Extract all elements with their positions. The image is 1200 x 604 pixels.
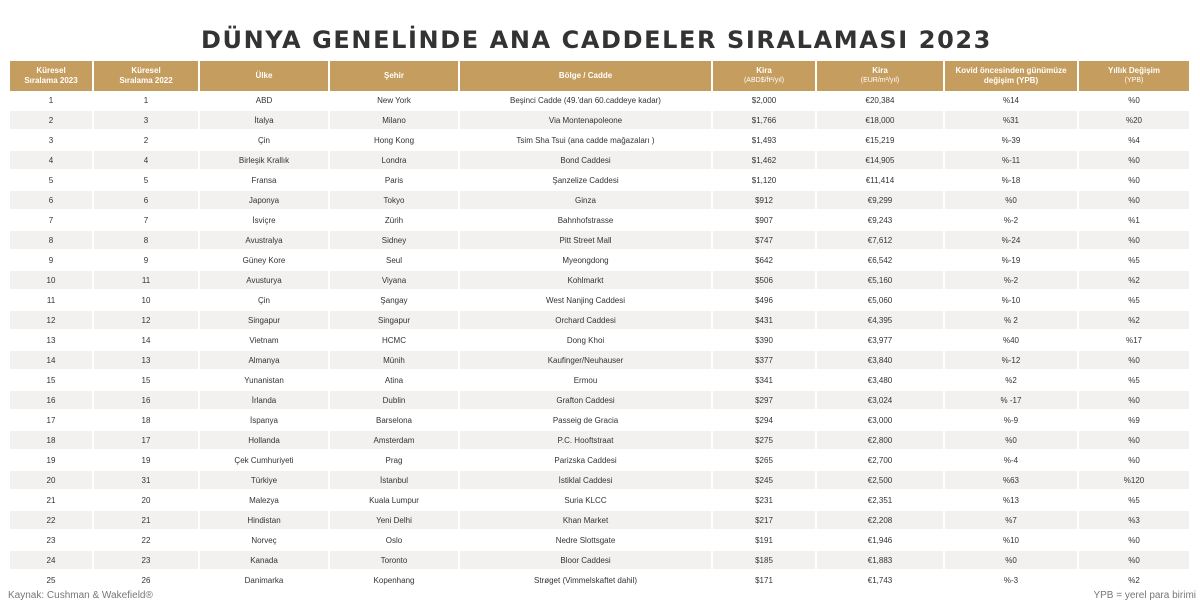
cell-covid-change: %31 bbox=[945, 111, 1079, 131]
cell-yearly-change: %1 bbox=[1079, 211, 1189, 231]
cell-yearly-change: %2 bbox=[1079, 571, 1189, 591]
cell-yearly-change: %5 bbox=[1079, 491, 1189, 511]
cell-street: Beşinci Cadde (49.'dan 60.caddeye kadar) bbox=[460, 91, 713, 111]
cell-rank-2023: 16 bbox=[10, 391, 94, 411]
table-row bbox=[10, 371, 1189, 391]
header-rent-eur bbox=[817, 61, 945, 91]
cell-country: Kanada bbox=[200, 551, 330, 571]
cell-rent-usd: $506 bbox=[713, 271, 817, 291]
cell-rent-eur: €3,480 bbox=[817, 371, 945, 391]
cell-yearly-change: %0 bbox=[1079, 151, 1189, 171]
table-row bbox=[10, 211, 1189, 231]
cell-country: Yunanistan bbox=[200, 371, 330, 391]
table-row bbox=[10, 531, 1189, 551]
cell-yearly-change: %0 bbox=[1079, 531, 1189, 551]
cell-yearly-change: %4 bbox=[1079, 131, 1189, 151]
table-row bbox=[10, 311, 1189, 331]
table-row bbox=[10, 391, 1189, 411]
table-row bbox=[10, 511, 1189, 531]
cell-yearly-change: %120 bbox=[1079, 471, 1189, 491]
cell-rank-2022: 6 bbox=[94, 191, 200, 211]
cell-rent-usd: $231 bbox=[713, 491, 817, 511]
table-row bbox=[10, 291, 1189, 311]
header-rent-usd-unit: (ABD$/ft²/yıl) bbox=[743, 77, 785, 84]
cell-yearly-change: %0 bbox=[1079, 431, 1189, 451]
cell-street: Suria KLCC bbox=[460, 491, 713, 511]
cell-rank-2022: 3 bbox=[94, 111, 200, 131]
cell-covid-change: %63 bbox=[945, 471, 1079, 491]
cell-rank-2022: 10 bbox=[94, 291, 200, 311]
cell-country: ABD bbox=[200, 91, 330, 111]
cell-rent-usd: $185 bbox=[713, 551, 817, 571]
cell-city: New York bbox=[330, 91, 460, 111]
cell-covid-change: %14 bbox=[945, 91, 1079, 111]
cell-rank-2022: 4 bbox=[94, 151, 200, 171]
cell-covid-change: %7 bbox=[945, 511, 1079, 531]
header-yearly-change bbox=[1079, 61, 1189, 91]
cell-rank-2022: 1 bbox=[94, 91, 200, 111]
cell-rank-2022: 8 bbox=[94, 231, 200, 251]
cell-rent-eur: €11,414 bbox=[817, 171, 945, 191]
cell-rank-2023: 18 bbox=[10, 431, 94, 451]
cell-rank-2023: 7 bbox=[10, 211, 94, 231]
cell-yearly-change: %9 bbox=[1079, 411, 1189, 431]
cell-covid-change: %2 bbox=[945, 371, 1079, 391]
cell-rank-2023: 22 bbox=[10, 511, 94, 531]
cell-rent-eur: €14,905 bbox=[817, 151, 945, 171]
cell-street: P.C. Hooftstraat bbox=[460, 431, 713, 451]
cell-rank-2023: 14 bbox=[10, 351, 94, 371]
cell-rank-2023: 21 bbox=[10, 491, 94, 511]
cell-city: Barselona bbox=[330, 411, 460, 431]
table-body bbox=[10, 91, 1189, 591]
cell-covid-change: %-9 bbox=[945, 411, 1079, 431]
cell-city: Yeni Delhi bbox=[330, 511, 460, 531]
cell-rank-2023: 17 bbox=[10, 411, 94, 431]
header-rent-usd bbox=[713, 61, 817, 91]
cell-covid-change: %-19 bbox=[945, 251, 1079, 271]
cell-rent-eur: €15,219 bbox=[817, 131, 945, 151]
cell-rent-usd: $171 bbox=[713, 571, 817, 591]
cell-rank-2022: 20 bbox=[94, 491, 200, 511]
cell-rent-eur: €5,060 bbox=[817, 291, 945, 311]
cell-street: Nedre Slottsgate bbox=[460, 531, 713, 551]
table-row bbox=[10, 411, 1189, 431]
header-street: Bölge / Cadde bbox=[460, 61, 713, 91]
cell-rent-usd: $1,120 bbox=[713, 171, 817, 191]
cell-city: Kopenhang bbox=[330, 571, 460, 591]
cell-rank-2023: 15 bbox=[10, 371, 94, 391]
cell-covid-change: %-12 bbox=[945, 351, 1079, 371]
cell-rank-2023: 1 bbox=[10, 91, 94, 111]
cell-city: Viyana bbox=[330, 271, 460, 291]
cell-yearly-change: %0 bbox=[1079, 351, 1189, 371]
cell-rank-2022: 23 bbox=[94, 551, 200, 571]
table-row bbox=[10, 111, 1189, 131]
cell-rank-2023: 6 bbox=[10, 191, 94, 211]
cell-rent-usd: $377 bbox=[713, 351, 817, 371]
cell-country: Avusturya bbox=[200, 271, 330, 291]
cell-yearly-change: %5 bbox=[1079, 251, 1189, 271]
cell-covid-change: %13 bbox=[945, 491, 1079, 511]
cell-rank-2022: 26 bbox=[94, 571, 200, 591]
header-rank-2023-line2: Sıralama 2023 bbox=[24, 76, 78, 85]
cell-street: Ermou bbox=[460, 371, 713, 391]
cell-rent-usd: $294 bbox=[713, 411, 817, 431]
header-rent-eur-unit: (EUR/m²/yıl) bbox=[860, 77, 900, 84]
cell-rent-usd: $907 bbox=[713, 211, 817, 231]
cell-street: Pitt Street Mall bbox=[460, 231, 713, 251]
cell-rent-eur: €6,542 bbox=[817, 251, 945, 271]
cell-rent-eur: €3,840 bbox=[817, 351, 945, 371]
cell-rent-eur: €2,700 bbox=[817, 451, 945, 471]
cell-covid-change: %-18 bbox=[945, 171, 1079, 191]
cell-rank-2023: 11 bbox=[10, 291, 94, 311]
cell-street: West Nanjing Caddesi bbox=[460, 291, 713, 311]
cell-covid-change: %0 bbox=[945, 551, 1079, 571]
cell-city: Dublin bbox=[330, 391, 460, 411]
cell-rank-2022: 11 bbox=[94, 271, 200, 291]
table-row bbox=[10, 171, 1189, 191]
header-rank-2023 bbox=[10, 61, 94, 91]
cell-covid-change: %-24 bbox=[945, 231, 1079, 251]
table-row bbox=[10, 151, 1189, 171]
cell-city: Oslo bbox=[330, 531, 460, 551]
cell-street: Orchard Caddesi bbox=[460, 311, 713, 331]
cell-covid-change: %-11 bbox=[945, 151, 1079, 171]
cell-rank-2022: 14 bbox=[94, 331, 200, 351]
cell-country: Çek Cumhuriyeti bbox=[200, 451, 330, 471]
cell-city: Hong Kong bbox=[330, 131, 460, 151]
cell-rent-eur: €5,160 bbox=[817, 271, 945, 291]
cell-yearly-change: %0 bbox=[1079, 451, 1189, 471]
cell-rank-2022: 19 bbox=[94, 451, 200, 471]
header-covid-line2: değişim (YPB) bbox=[983, 76, 1039, 85]
header-rank-2022-line1: Küresel bbox=[131, 66, 161, 75]
cell-city: Prag bbox=[330, 451, 460, 471]
cell-rent-usd: $265 bbox=[713, 451, 817, 471]
cell-rent-eur: €1,946 bbox=[817, 531, 945, 551]
cell-rank-2023: 12 bbox=[10, 311, 94, 331]
cell-street: Şanzelize Caddesi bbox=[460, 171, 713, 191]
cell-rent-usd: $191 bbox=[713, 531, 817, 551]
table-row bbox=[10, 271, 1189, 291]
cell-rank-2022: 13 bbox=[94, 351, 200, 371]
cell-street: Strøget (Vimmelskaftet dahil) bbox=[460, 571, 713, 591]
cell-city: Sidney bbox=[330, 231, 460, 251]
cell-street: Passeig de Gracia bbox=[460, 411, 713, 431]
cell-city: Münih bbox=[330, 351, 460, 371]
cell-yearly-change: %2 bbox=[1079, 271, 1189, 291]
cell-city: İstanbul bbox=[330, 471, 460, 491]
cell-country: Malezya bbox=[200, 491, 330, 511]
cell-city: Milano bbox=[330, 111, 460, 131]
cell-covid-change: %-3 bbox=[945, 571, 1079, 591]
cell-yearly-change: %0 bbox=[1079, 551, 1189, 571]
cell-yearly-change: %0 bbox=[1079, 171, 1189, 191]
cell-rent-eur: €20,384 bbox=[817, 91, 945, 111]
currency-note: YPB = yerel para birimi bbox=[1093, 590, 1196, 601]
cell-city: Zürih bbox=[330, 211, 460, 231]
cell-country: Güney Kore bbox=[200, 251, 330, 271]
cell-rank-2023: 20 bbox=[10, 471, 94, 491]
cell-street: Kaufinger/Neuhauser bbox=[460, 351, 713, 371]
cell-covid-change: %0 bbox=[945, 431, 1079, 451]
cell-rank-2022: 9 bbox=[94, 251, 200, 271]
cell-yearly-change: %0 bbox=[1079, 231, 1189, 251]
cell-rent-eur: €1,743 bbox=[817, 571, 945, 591]
table-row bbox=[10, 331, 1189, 351]
cell-country: Norveç bbox=[200, 531, 330, 551]
cell-city: Singapur bbox=[330, 311, 460, 331]
header-rent-usd-label: Kira bbox=[756, 66, 772, 75]
cell-rent-usd: $2,000 bbox=[713, 91, 817, 111]
cell-city: Londra bbox=[330, 151, 460, 171]
cell-rank-2022: 15 bbox=[94, 371, 200, 391]
table-row bbox=[10, 451, 1189, 471]
cell-covid-change: %10 bbox=[945, 531, 1079, 551]
cell-rank-2023: 23 bbox=[10, 531, 94, 551]
cell-rent-eur: €4,395 bbox=[817, 311, 945, 331]
table-row bbox=[10, 551, 1189, 571]
cell-covid-change: %-2 bbox=[945, 271, 1079, 291]
cell-rank-2023: 3 bbox=[10, 131, 94, 151]
cell-rent-eur: €3,024 bbox=[817, 391, 945, 411]
cell-rank-2023: 25 bbox=[10, 571, 94, 591]
cell-country: İrlanda bbox=[200, 391, 330, 411]
source-note: Kaynak: Cushman & Wakefield® bbox=[8, 590, 153, 601]
cell-rent-eur: €9,299 bbox=[817, 191, 945, 211]
table-row bbox=[10, 91, 1189, 111]
cell-city: HCMC bbox=[330, 331, 460, 351]
header-covid-line1: Kovid öncesinden günümüze bbox=[955, 66, 1067, 75]
cell-covid-change: %-10 bbox=[945, 291, 1079, 311]
cell-street: Kohlmarkt bbox=[460, 271, 713, 291]
cell-rank-2022: 2 bbox=[94, 131, 200, 151]
cell-country: Çin bbox=[200, 291, 330, 311]
cell-country: Vietnam bbox=[200, 331, 330, 351]
cell-street: Bloor Caddesi bbox=[460, 551, 713, 571]
header-rank-2023-line1: Küresel bbox=[36, 66, 66, 75]
header-city: Şehir bbox=[330, 61, 460, 91]
cell-covid-change: %-39 bbox=[945, 131, 1079, 151]
cell-rank-2023: 8 bbox=[10, 231, 94, 251]
cell-rent-usd: $747 bbox=[713, 231, 817, 251]
cell-rank-2023: 13 bbox=[10, 331, 94, 351]
cell-covid-change: % 2 bbox=[945, 311, 1079, 331]
cell-rank-2022: 5 bbox=[94, 171, 200, 191]
cell-country: İsviçre bbox=[200, 211, 330, 231]
table-row bbox=[10, 231, 1189, 251]
cell-rank-2023: 10 bbox=[10, 271, 94, 291]
cell-city: Şangay bbox=[330, 291, 460, 311]
page-title: DÜNYA GENELİNDE ANA CADDELER SIRALAMASI 2023 bbox=[201, 26, 992, 54]
cell-city: Kuala Lumpur bbox=[330, 491, 460, 511]
header-yearly-line1: Yıllık Değişim bbox=[1107, 66, 1161, 75]
cell-rank-2023: 9 bbox=[10, 251, 94, 271]
cell-street: Via Montenapoleone bbox=[460, 111, 713, 131]
cell-rent-usd: $275 bbox=[713, 431, 817, 451]
cell-street: Khan Market bbox=[460, 511, 713, 531]
cell-yearly-change: %2 bbox=[1079, 311, 1189, 331]
cell-yearly-change: %5 bbox=[1079, 291, 1189, 311]
cell-country: Japonya bbox=[200, 191, 330, 211]
cell-street: İstiklal Caddesi bbox=[460, 471, 713, 491]
cell-yearly-change: %5 bbox=[1079, 371, 1189, 391]
cell-rent-usd: $912 bbox=[713, 191, 817, 211]
cell-rank-2022: 21 bbox=[94, 511, 200, 531]
cell-rank-2023: 2 bbox=[10, 111, 94, 131]
cell-rank-2022: 18 bbox=[94, 411, 200, 431]
cell-rank-2023: 5 bbox=[10, 171, 94, 191]
cell-rent-eur: €18,000 bbox=[817, 111, 945, 131]
cell-rent-usd: $245 bbox=[713, 471, 817, 491]
cell-rent-usd: $217 bbox=[713, 511, 817, 531]
header-rank-2022-line2: Sıralama 2022 bbox=[119, 76, 173, 85]
cell-rent-usd: $297 bbox=[713, 391, 817, 411]
cell-street: Bond Caddesi bbox=[460, 151, 713, 171]
header-rent-eur-label: Kira bbox=[872, 66, 888, 75]
cell-street: Ginza bbox=[460, 191, 713, 211]
cell-rent-eur: €1,883 bbox=[817, 551, 945, 571]
header-yearly-line2: (YPB) bbox=[1124, 77, 1144, 84]
cell-rent-eur: €7,612 bbox=[817, 231, 945, 251]
cell-rent-usd: $390 bbox=[713, 331, 817, 351]
cell-covid-change: %40 bbox=[945, 331, 1079, 351]
cell-city: Seul bbox=[330, 251, 460, 271]
cell-country: Danimarka bbox=[200, 571, 330, 591]
table-header-row bbox=[10, 61, 1189, 91]
cell-street: Parizska Caddesi bbox=[460, 451, 713, 471]
table-row bbox=[10, 351, 1189, 371]
cell-covid-change: %-2 bbox=[945, 211, 1079, 231]
cell-rank-2023: 4 bbox=[10, 151, 94, 171]
cell-city: Atina bbox=[330, 371, 460, 391]
cell-country: Türkiye bbox=[200, 471, 330, 491]
table-row bbox=[10, 571, 1189, 591]
cell-country: İspanya bbox=[200, 411, 330, 431]
cell-rank-2023: 19 bbox=[10, 451, 94, 471]
cell-rent-eur: €9,243 bbox=[817, 211, 945, 231]
cell-country: Çin bbox=[200, 131, 330, 151]
cell-rent-usd: $1,462 bbox=[713, 151, 817, 171]
cell-rent-eur: €2,500 bbox=[817, 471, 945, 491]
header-covid-change bbox=[945, 61, 1079, 91]
table-row bbox=[10, 471, 1189, 491]
cell-city: Paris bbox=[330, 171, 460, 191]
cell-rank-2022: 16 bbox=[94, 391, 200, 411]
cell-rank-2022: 7 bbox=[94, 211, 200, 231]
cell-rank-2023: 24 bbox=[10, 551, 94, 571]
cell-rent-usd: $642 bbox=[713, 251, 817, 271]
cell-country: Avustralya bbox=[200, 231, 330, 251]
table-row bbox=[10, 251, 1189, 271]
table-row bbox=[10, 131, 1189, 151]
cell-rank-2022: 12 bbox=[94, 311, 200, 331]
cell-rent-eur: €2,351 bbox=[817, 491, 945, 511]
cell-country: Singapur bbox=[200, 311, 330, 331]
cell-country: Fransa bbox=[200, 171, 330, 191]
cell-country: Birleşik Krallık bbox=[200, 151, 330, 171]
cell-yearly-change: %0 bbox=[1079, 91, 1189, 111]
cell-country: İtalya bbox=[200, 111, 330, 131]
cell-street: Grafton Caddesi bbox=[460, 391, 713, 411]
cell-rent-eur: €3,977 bbox=[817, 331, 945, 351]
header-rank-2022 bbox=[94, 61, 200, 91]
cell-street: Bahnhofstrasse bbox=[460, 211, 713, 231]
cell-yearly-change: %0 bbox=[1079, 191, 1189, 211]
cell-yearly-change: %20 bbox=[1079, 111, 1189, 131]
table-row bbox=[10, 431, 1189, 451]
ranking-table bbox=[10, 61, 1189, 591]
table-row bbox=[10, 491, 1189, 511]
cell-street: Dong Khoi bbox=[460, 331, 713, 351]
header-country: Ülke bbox=[200, 61, 330, 91]
cell-street: Tsim Sha Tsui (ana cadde mağazaları ) bbox=[460, 131, 713, 151]
cell-covid-change: % -17 bbox=[945, 391, 1079, 411]
cell-street: Myeongdong bbox=[460, 251, 713, 271]
cell-city: Toronto bbox=[330, 551, 460, 571]
cell-yearly-change: %17 bbox=[1079, 331, 1189, 351]
cell-country: Almanya bbox=[200, 351, 330, 371]
cell-rent-usd: $341 bbox=[713, 371, 817, 391]
cell-rent-eur: €2,208 bbox=[817, 511, 945, 531]
cell-rent-usd: $1,493 bbox=[713, 131, 817, 151]
cell-rent-eur: €2,800 bbox=[817, 431, 945, 451]
cell-rent-usd: $431 bbox=[713, 311, 817, 331]
cell-country: Hollanda bbox=[200, 431, 330, 451]
cell-yearly-change: %3 bbox=[1079, 511, 1189, 531]
cell-rent-eur: €3,000 bbox=[817, 411, 945, 431]
cell-rent-usd: $496 bbox=[713, 291, 817, 311]
cell-rank-2022: 17 bbox=[94, 431, 200, 451]
cell-country: Hindistan bbox=[200, 511, 330, 531]
cell-rank-2022: 22 bbox=[94, 531, 200, 551]
cell-covid-change: %0 bbox=[945, 191, 1079, 211]
cell-rank-2022: 31 bbox=[94, 471, 200, 491]
cell-covid-change: %-4 bbox=[945, 451, 1079, 471]
table-row bbox=[10, 191, 1189, 211]
cell-city: Tokyo bbox=[330, 191, 460, 211]
cell-rent-usd: $1,766 bbox=[713, 111, 817, 131]
cell-city: Amsterdam bbox=[330, 431, 460, 451]
cell-yearly-change: %0 bbox=[1079, 391, 1189, 411]
